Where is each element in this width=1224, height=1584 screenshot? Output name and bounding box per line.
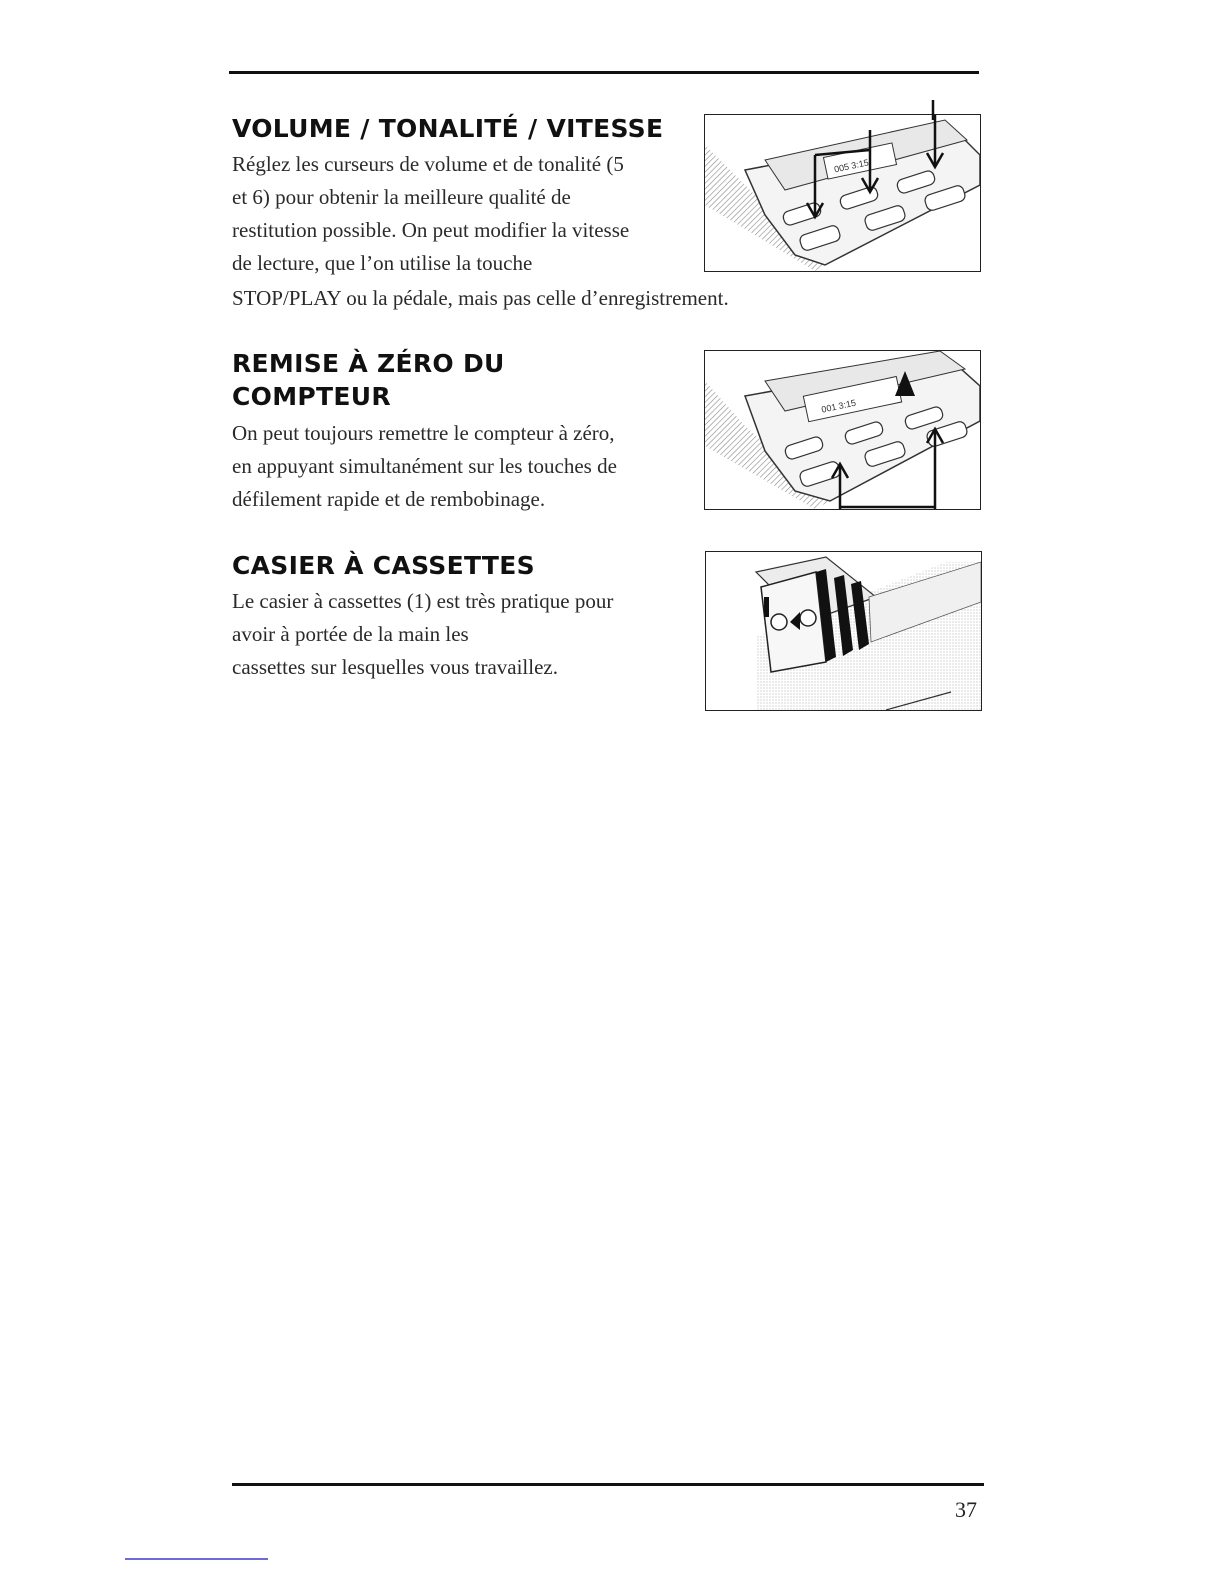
text-line: Réglez les curseurs de volume et de tonalité (5 — [232, 152, 624, 176]
svg-text:001 3:15: 001 3:15 — [820, 397, 857, 415]
text-line: restitution possible. On peut modifier la vitesse — [232, 218, 630, 242]
cassette-tray-illustration — [705, 551, 982, 711]
text-line: On peut toujours remettre le compteur à zéro, — [232, 421, 615, 445]
section-counter-heading: REMISE À ZÉRO DU — [232, 349, 505, 378]
footer-divider — [125, 1558, 268, 1560]
page-number: 37 — [955, 1497, 977, 1522]
section-cassette-text — [232, 585, 692, 684]
text-line: défilement rapide et de rembobinage. — [232, 487, 546, 511]
text-line: Le casier à cassettes (1) est très pratique pour — [232, 589, 614, 613]
text-line: cassettes sur lesquelles vous travaillez. — [232, 655, 558, 679]
text-line: STOP/PLAY ou la pédale, mais pas celle d’enregistrement. — [232, 286, 729, 310]
top-rule — [229, 71, 979, 74]
text-line: et 6) pour obtenir la meilleure qualité de — [232, 185, 571, 209]
bottom-rule — [232, 1483, 984, 1486]
section-volume-heading: VOLUME / TONALITÉ / VITESSE — [232, 114, 664, 143]
arrow-icon — [915, 100, 945, 120]
section-volume-text — [232, 148, 702, 280]
dictation-machine-counter-reset-illustration — [704, 350, 981, 510]
text-line: en appuyant simultanément sur les touches de — [232, 454, 617, 478]
svg-text:005 3:15: 005 3:15 — [833, 157, 870, 175]
section-counter-text — [232, 417, 692, 516]
text-line: avoir à portée de la main les — [232, 622, 469, 646]
section-counter-heading-line2: COMPTEUR — [232, 382, 391, 411]
section-cassette-heading: CASIER À CASSETTES — [232, 551, 535, 580]
dictation-machine-sliders-illustration — [704, 114, 981, 272]
text-line: de lecture, que l’on utilise la touche — [232, 251, 533, 275]
